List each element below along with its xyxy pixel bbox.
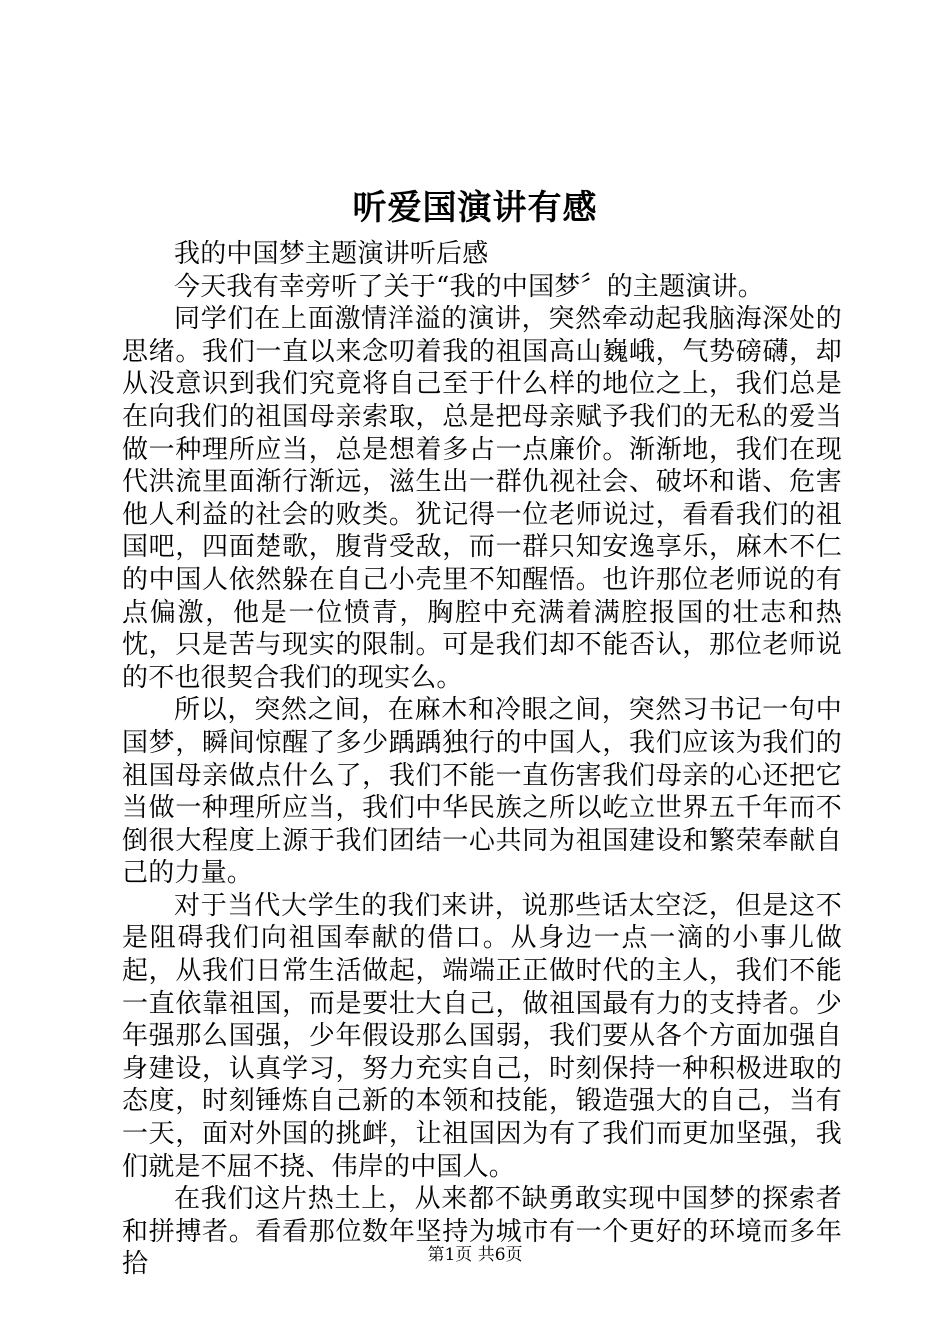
- paragraph: 同学们在上面激情洋溢的演讲，突然牵动起我脑海深处的思绪。我们一直以来念叨着我的祖国高山巍峨，气势磅礴，却从没意识到我们究竟将自己至于什么样的地位之上，我们总是在向我们的祖国母亲索取，总是把母亲赋予我们的无私的爱当做一种理所应当，总是想着多占一点廉价。渐渐地，我们在现代洪流里面渐行渐远，滋生出一群仇视社会、破坏和谐、危害他人利益的社会的败类。犹记得一位老师说过，看看我们的祖国吧，四面楚歌，腹背受敌，而一群只知安逸享乐，麻木不仁的中国人依然躲在自己小壳里不知醒悟。也许那位老师说的有点偏激，他是一位愤青，胸腔中充满着满腔报国的壮志和热忱，只是苦与现实的限制。可是我们却不能否认，那位老师说的不也很契合我们的现实么。: [122, 304, 842, 693]
- page-title: 听爱国演讲有感: [352, 188, 598, 228]
- document-body: [122, 238, 842, 1281]
- paragraph: 所以，突然之间，在麻木和冷眼之间，突然习书记一句中国梦，瞬间惊醒了多少踽踽独行的中国人，我们应该为我们的祖国母亲做点什么了，我们不能一直伤害我们母亲的心还把它当做一种理所应当，我们中华民族之所以屹立世界五千年而不倒很大程度上源于我们团结一心共同为祖国建设和繁荣奉献自己的力量。: [122, 695, 842, 889]
- paragraph-subtitle: 我的中国梦主题演讲听后感: [174, 239, 489, 269]
- paragraph: 今天我有幸旁听了关于“我的中国梦〞的主题演讲。: [174, 271, 764, 302]
- paragraph: 在我们这片热土上，从来都不缺勇敢实现中国梦的探索者和拼搏者。看看那位数年坚持为城市有一个更好的环境而多年拾: [122, 1184, 842, 1280]
- page-number-footer: 第1页 共6页: [427, 1245, 523, 1265]
- paragraph: 对于当代大学生的我们来讲，说那些话太空泛，但是这不是阻碍我们向祖国奉献的借口。从身边一点一滴的小事儿做起，从我们日常生活做起，端端正正做时代的主人，我们不能一直依靠祖国，而是要壮大自己，做祖国最有力的支持者。少年强那么国强，少年假设那么国弱，我们要从各个方面加强自身建设，认真学习，努力充实自己，时刻保持一种积极进取的态度，时刻锤炼自己新的本领和技能，锻造强大的自己，当有一天，面对外国的挑衅，让祖国因为有了我们而更加坚强，我们就是不屈不挠、伟岸的中国人。: [122, 890, 842, 1182]
